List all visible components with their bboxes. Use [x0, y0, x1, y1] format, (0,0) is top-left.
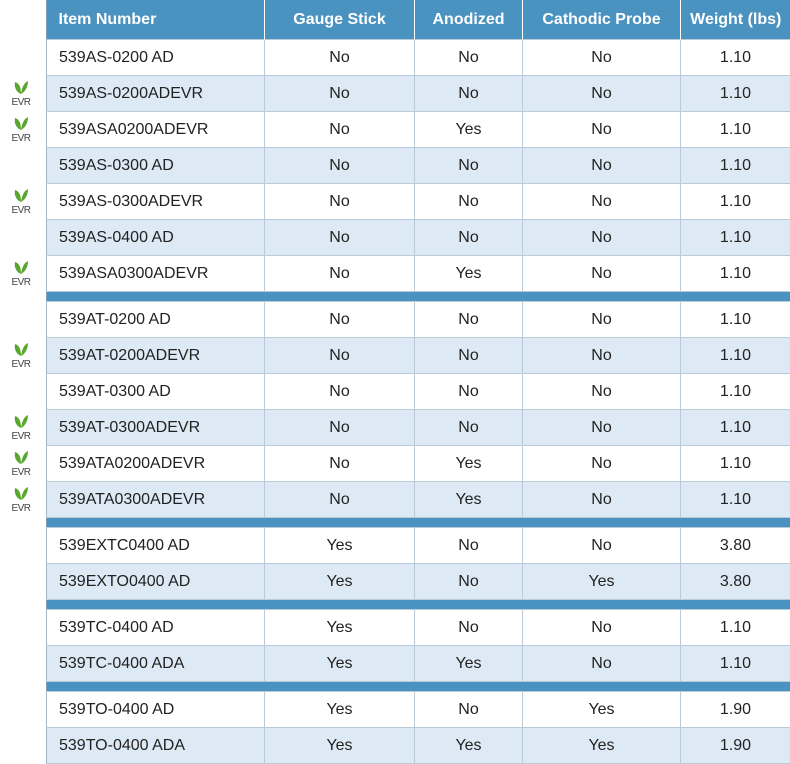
cell-anodized: No — [415, 528, 523, 564]
leaf-icon — [13, 485, 29, 501]
evr-label: EVR — [4, 205, 38, 216]
table-row — [47, 528, 790, 564]
evr-badge — [4, 485, 38, 517]
table-row — [47, 646, 790, 682]
cell-item-number: 539AS-0300 AD — [47, 148, 265, 184]
leaf-icon — [13, 341, 29, 357]
table-row — [47, 112, 790, 148]
cell-anodized: No — [415, 220, 523, 256]
group-separator — [47, 518, 790, 528]
cell-weight: 1.10 — [681, 646, 790, 682]
spec-table — [46, 0, 790, 764]
cell-item-number: 539EXTO0400 AD — [47, 564, 265, 600]
cell-item-number: 539TO-0400 ADA — [47, 728, 265, 764]
group-separator — [47, 600, 790, 610]
cell-cathodic-probe: No — [523, 220, 681, 256]
table-row — [47, 148, 790, 184]
cell-cathodic-probe: Yes — [523, 692, 681, 728]
cell-cathodic-probe: No — [523, 410, 681, 446]
cell-weight: 1.10 — [681, 76, 790, 112]
cell-anodized: Yes — [415, 112, 523, 148]
cell-cathodic-probe: No — [523, 646, 681, 682]
cell-weight: 3.80 — [681, 564, 790, 600]
cell-weight: 1.10 — [681, 482, 790, 518]
table-row — [47, 482, 790, 518]
cell-item-number: 539AT-0300ADEVR — [47, 410, 265, 446]
evr-label: EVR — [4, 431, 38, 442]
cell-anodized: No — [415, 76, 523, 112]
cell-weight: 1.10 — [681, 338, 790, 374]
cell-gauge-stick: Yes — [265, 564, 415, 600]
table-row — [47, 184, 790, 220]
table-row — [47, 374, 790, 410]
col-header-gauge-stick: Gauge Stick — [265, 0, 415, 40]
cell-cathodic-probe: No — [523, 482, 681, 518]
leaf-icon — [13, 413, 29, 429]
cell-cathodic-probe: Yes — [523, 728, 681, 764]
evr-badge — [4, 413, 38, 445]
cell-gauge-stick: No — [265, 338, 415, 374]
table-row — [47, 40, 790, 76]
cell-anodized: No — [415, 374, 523, 410]
cell-weight: 1.10 — [681, 610, 790, 646]
cell-cathodic-probe: No — [523, 256, 681, 292]
col-header-weight: Weight (lbs) — [681, 0, 790, 40]
table-row — [47, 610, 790, 646]
cell-weight: 1.10 — [681, 302, 790, 338]
evr-badge — [4, 79, 38, 111]
cell-item-number: 539ATA0300ADEVR — [47, 482, 265, 518]
cell-cathodic-probe: Yes — [523, 564, 681, 600]
cell-gauge-stick: No — [265, 220, 415, 256]
evr-badge-column — [0, 0, 46, 748]
evr-label: EVR — [4, 97, 38, 108]
cell-anodized: No — [415, 338, 523, 374]
cell-weight: 1.10 — [681, 220, 790, 256]
cell-gauge-stick: Yes — [265, 528, 415, 564]
cell-cathodic-probe: No — [523, 374, 681, 410]
evr-label: EVR — [4, 133, 38, 144]
cell-anodized: No — [415, 410, 523, 446]
cell-gauge-stick: No — [265, 76, 415, 112]
cell-cathodic-probe: No — [523, 528, 681, 564]
cell-anodized: No — [415, 184, 523, 220]
evr-label: EVR — [4, 467, 38, 478]
cell-weight: 1.10 — [681, 184, 790, 220]
leaf-icon — [13, 187, 29, 203]
cell-item-number: 539AS-0300ADEVR — [47, 184, 265, 220]
group-separator — [47, 682, 790, 692]
cell-gauge-stick: No — [265, 40, 415, 76]
cell-gauge-stick: No — [265, 410, 415, 446]
table-row — [47, 728, 790, 764]
cell-anodized: Yes — [415, 728, 523, 764]
leaf-icon — [13, 449, 29, 465]
cell-anodized: Yes — [415, 482, 523, 518]
table-row — [47, 302, 790, 338]
cell-gauge-stick: No — [265, 374, 415, 410]
table-header-row — [47, 0, 790, 40]
table-row — [47, 446, 790, 482]
cell-item-number: 539AS-0200ADEVR — [47, 76, 265, 112]
table-row — [47, 338, 790, 374]
cell-cathodic-probe: No — [523, 184, 681, 220]
cell-item-number: 539AT-0300 AD — [47, 374, 265, 410]
table-row — [47, 76, 790, 112]
col-header-item-number: Item Number — [47, 0, 265, 40]
cell-weight: 1.90 — [681, 692, 790, 728]
cell-anodized: No — [415, 302, 523, 338]
cell-gauge-stick: Yes — [265, 646, 415, 682]
cell-item-number: 539ASA0300ADEVR — [47, 256, 265, 292]
cell-weight: 1.10 — [681, 148, 790, 184]
evr-badge — [4, 115, 38, 147]
cell-gauge-stick: No — [265, 482, 415, 518]
cell-cathodic-probe: No — [523, 148, 681, 184]
cell-item-number: 539TO-0400 AD — [47, 692, 265, 728]
cell-item-number: 539EXTC0400 AD — [47, 528, 265, 564]
cell-cathodic-probe: No — [523, 338, 681, 374]
cell-weight: 1.10 — [681, 446, 790, 482]
evr-label: EVR — [4, 359, 38, 370]
cell-gauge-stick: No — [265, 148, 415, 184]
cell-gauge-stick: Yes — [265, 692, 415, 728]
col-header-anodized: Anodized — [415, 0, 523, 40]
col-header-cathodic-probe: Cathodic Probe — [523, 0, 681, 40]
cell-anodized: Yes — [415, 256, 523, 292]
evr-badge — [4, 187, 38, 219]
cell-weight: 1.10 — [681, 112, 790, 148]
evr-badge — [4, 341, 38, 373]
cell-anodized: Yes — [415, 646, 523, 682]
cell-weight: 1.10 — [681, 374, 790, 410]
cell-cathodic-probe: No — [523, 76, 681, 112]
cell-gauge-stick: Yes — [265, 610, 415, 646]
cell-item-number: 539AS-0400 AD — [47, 220, 265, 256]
table-row — [47, 220, 790, 256]
table-row — [47, 256, 790, 292]
cell-anodized: No — [415, 610, 523, 646]
cell-gauge-stick: No — [265, 302, 415, 338]
leaf-icon — [13, 79, 29, 95]
cell-cathodic-probe: No — [523, 610, 681, 646]
table-row — [47, 410, 790, 446]
cell-item-number: 539AT-0200 AD — [47, 302, 265, 338]
cell-anodized: No — [415, 564, 523, 600]
cell-gauge-stick: Yes — [265, 728, 415, 764]
cell-item-number: 539AS-0200 AD — [47, 40, 265, 76]
evr-label: EVR — [4, 277, 38, 288]
cell-anodized: Yes — [415, 446, 523, 482]
cell-weight: 1.90 — [681, 728, 790, 764]
cell-anodized: No — [415, 148, 523, 184]
cell-item-number: 539TC-0400 AD — [47, 610, 265, 646]
cell-weight: 3.80 — [681, 528, 790, 564]
cell-item-number: 539ASA0200ADEVR — [47, 112, 265, 148]
cell-anodized: No — [415, 692, 523, 728]
cell-weight: 1.10 — [681, 40, 790, 76]
leaf-icon — [13, 259, 29, 275]
table-row — [47, 692, 790, 728]
cell-cathodic-probe: No — [523, 40, 681, 76]
cell-gauge-stick: No — [265, 112, 415, 148]
cell-item-number: 539TC-0400 ADA — [47, 646, 265, 682]
cell-gauge-stick: No — [265, 256, 415, 292]
group-separator — [47, 292, 790, 302]
table-row — [47, 564, 790, 600]
cell-item-number: 539AT-0200ADEVR — [47, 338, 265, 374]
leaf-icon — [13, 115, 29, 131]
evr-label: EVR — [4, 503, 38, 514]
cell-anodized: No — [415, 40, 523, 76]
cell-gauge-stick: No — [265, 446, 415, 482]
cell-cathodic-probe: No — [523, 302, 681, 338]
cell-weight: 1.10 — [681, 410, 790, 446]
evr-badge — [4, 449, 38, 481]
cell-cathodic-probe: No — [523, 446, 681, 482]
cell-gauge-stick: No — [265, 184, 415, 220]
table-body — [47, 40, 790, 764]
cell-cathodic-probe: No — [523, 112, 681, 148]
evr-badge — [4, 259, 38, 291]
cell-weight: 1.10 — [681, 256, 790, 292]
cell-item-number: 539ATA0200ADEVR — [47, 446, 265, 482]
